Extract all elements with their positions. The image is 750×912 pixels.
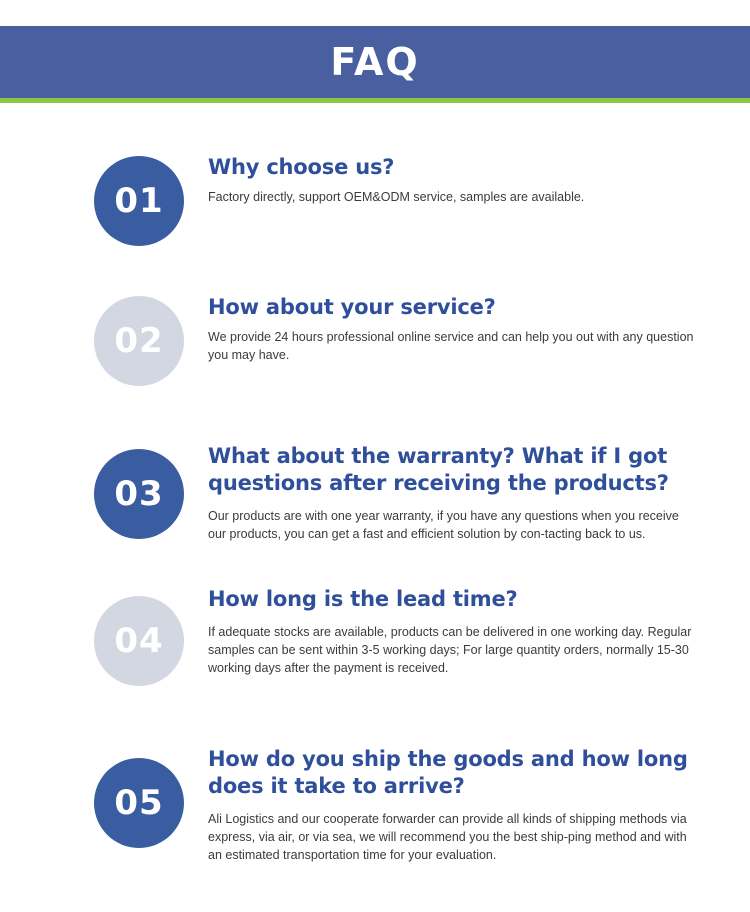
faq-answer: Our products are with one year warranty, if you have any questions when you receive our products, you can get a fast and efficient solution by con-tacting back to us. bbox=[208, 508, 679, 541]
page-title: FAQ bbox=[330, 40, 420, 84]
faq-answer: We provide 24 hours professional online service and can help you out with any question you may have. bbox=[208, 329, 694, 362]
faq-question: How about your service? bbox=[208, 295, 496, 319]
faq-number-badge: 03 bbox=[94, 449, 184, 539]
header-accent-rule bbox=[0, 98, 750, 103]
faq-answer: Factory directly, support OEM&ODM service, samples are available. bbox=[208, 189, 585, 204]
faq-number-badge: 02 bbox=[94, 296, 184, 386]
faq-item bbox=[0, 154, 750, 221]
faq-number-badge: 01 bbox=[94, 156, 184, 246]
faq-item bbox=[0, 746, 750, 864]
faq-number-badge: 05 bbox=[94, 758, 184, 848]
faq-item bbox=[0, 586, 750, 677]
faq-question: What about the warranty? What if I got questions after receiving the products? bbox=[208, 444, 669, 495]
faq-question: How do you ship the goods and how long does it take to arrive? bbox=[208, 747, 688, 798]
faq-item bbox=[0, 443, 750, 543]
faq-body bbox=[208, 443, 700, 543]
faq-answer: If adequate stocks are available, products can be delivered in one working day. Regular samples can be sent within 3-5 working days; For large quantity orders, normally 15-30 working days after the payment is received. bbox=[208, 624, 692, 676]
faq-number-badge: 04 bbox=[94, 596, 184, 686]
faq-body bbox=[208, 294, 700, 364]
faq-question: Why choose us? bbox=[208, 155, 395, 179]
faq-question: How long is the lead time? bbox=[208, 587, 518, 611]
faq-item bbox=[0, 294, 750, 364]
faq-answer: Ali Logistics and our cooperate forwarder can provide all kinds of shipping methods via express, via air, or via sea, we will recommend you the best ship-ping method and with an estimated transportation time for your evaluation. bbox=[208, 811, 687, 862]
faq-body bbox=[208, 586, 700, 677]
page-header bbox=[0, 26, 750, 98]
faq-body bbox=[208, 746, 700, 864]
faq-body bbox=[208, 154, 700, 206]
